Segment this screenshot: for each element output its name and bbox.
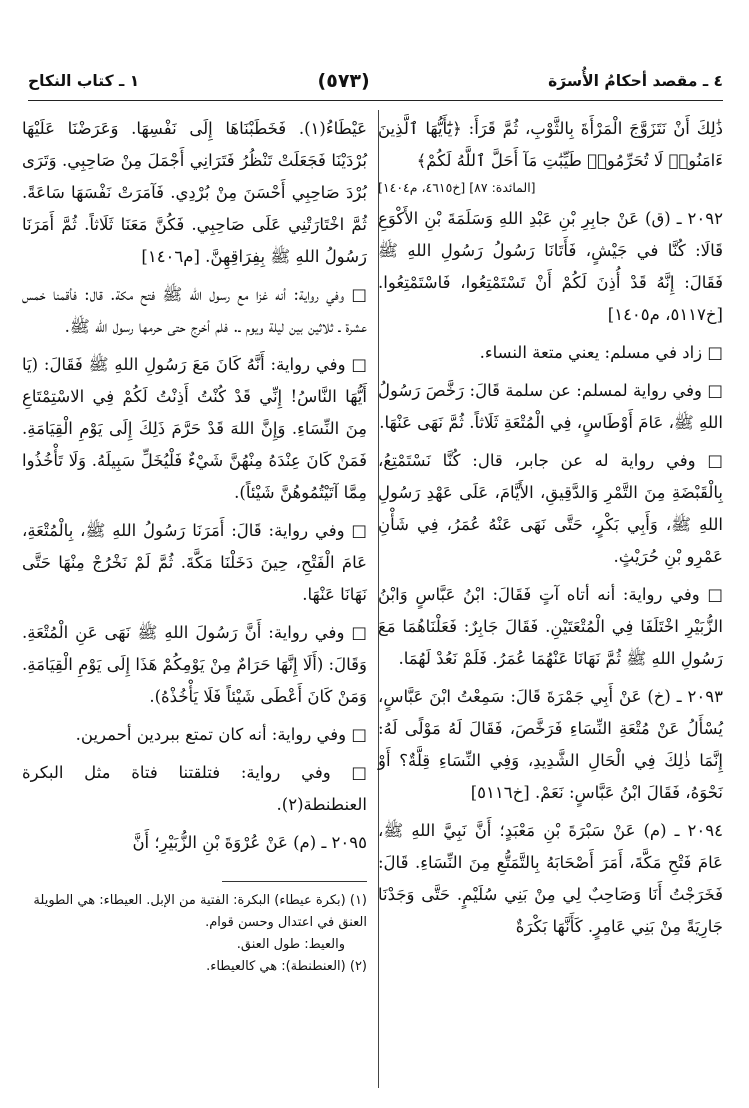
footnote-divider — [222, 881, 367, 882]
narration: □ وفي رواية: فتلقتنا فتاة مثل البكرة العنطنطة(٢). — [22, 763, 367, 814]
footnote: (١) (بكرة عيطاء) البكرة: الفتية من الإبل. العيطاء: هي الطويلة العنق في اعتدال وحسن قوام. — [33, 893, 367, 930]
header-divider — [28, 100, 723, 101]
paragraph: عَيْطَاءُ(١). فَخَطَبْنَاهَا إِلَى نَفْسِهَا. وَعَرَضْنَا عَلَيْهَا بُرْدَيْنَا فَجَعَلَتْ تَنْظُرُ فَتَرَانِي أَجْمَلَ مِنْ صَاحِبِي. وَتَرَى بُرْدَ صَاحِبِي أَحْسَنَ مِنْ بُرْدِي. فَآمَرَتْ نَفْسَهَا سَاعَةً. ثُمَّ اخْتَارَتْنِي عَلَى صَاحِبِي. فَكُنَّ مَعَنَا ثَلَاثاً. ثُمَّ أَمَرَنَا رَسُولُ اللهِ ﷺ بِفِرَاقِهِنَّ. [م١٤٠٦] — [22, 119, 367, 266]
header-section-title: ٤ ـ مقصد أحكامُ الأُسرَة — [548, 72, 723, 90]
page-number: (٥٧٣) — [317, 70, 370, 92]
footnote: والعيط: طول العنق. — [236, 937, 345, 952]
narration: □ وفي رواية لمسلم: عن سلمة قَالَ: رَخَّصَ رَسُولُ اللهِ ﷺ، عَامَ أَوْطَاسٍ، فِي الْمُتْعَةِ ثَلَاثاً. ثُمَّ نَهَى عَنْهَا. — [378, 381, 723, 432]
left-column — [22, 113, 367, 978]
narration: □ وفي رواية: أَنَّهُ كَانَ مَعَ رَسُولِ اللهِ ﷺ فَقَالَ: (يَا أَيُّهَا النَّاسُ! إِنِّي قَدْ كُنْتُ أَذِنْتُ لَكُمْ فِي الاسْتِمْتَاعِ مِنَ النِّسَاءِ. وَإِنَّ اللهَ قَدْ حَرَّمَ ذَلِكَ إِلَى يَوْمِ الْقِيَامَةِ. فَمَنْ كَانَ عِنْدَهُ مِنْهُنَّ شَيْءٌ فَلْيُخَلِّ سَبِيلَهُ. وَلَا تَأْخُذُوا مِمَّا آتَيْتُمُوهُنَّ شَيْئاً). — [22, 355, 367, 502]
hadith-2095: ٢٠٩٥ ـ (م) عَنْ عُرْوَةَ بْنِ الزُّبَيْرِ؛ أَنَّ — [132, 833, 367, 852]
narration: □ وفي رواية له عن جابر، قال: كُنَّا نَسْتَمْتِعُ، بِالْقَبْضَةِ مِنَ التَّمْرِ وَالدَّقِيقِ، الأَيَّامَ، عَلَى عَهْدِ رَسُولِ اللهِ ﷺ، وَأَبِي بَكْرٍ، حَتَّى نَهَى عَنْهُ عُمَرُ، فِي شَأْنِ عَمْرِو بْنِ حُرَيْثٍ. — [378, 451, 723, 566]
narration: □ وفي رواية: أنه كان تمتع ببردين أحمرين. — [75, 725, 367, 744]
narration: □ زاد في مسلم: يعني متعة النساء. — [479, 343, 723, 362]
hadith-2094: ٢٠٩٤ ـ (م) عَنْ سَبْرَةَ بْنِ مَعْبَدٍ؛ أَنَّ نَبِيَّ اللهِ ﷺ، عَامَ فَتْحِ مَكَّةَ، أَمَرَ أَصْحَابَهُ بِالتَّمَتُّعِ مِنَ النِّسَاءِ. قَالَ: فَخَرَجْتُ أَنَا وَصَاحِبٌ لِي مِنْ بَنِي سُلَيْمٍ. حَتَّى وَجَدْنَا جَارِيَةً مِنْ بَنِي عَامِرٍ. كَأَنَّهَا بَكْرَةٌ — [378, 821, 723, 936]
narration: □ وفي رواية: أنه غزا مع رسول الله ﷺ فتح مكة. قال: فأقمنا خمس عشرة ـ ثلاثين بين ليلة ويوم ـ. فلم أخرج حتى حرمها رسول الله ﷺ. — [22, 285, 367, 336]
right-column — [378, 113, 723, 949]
paragraph: ذَٰلِكَ أَنْ نَتَزَوَّجَ الْمَرْأَةَ بِالثَّوْبِ، ثُمَّ قَرَأَ: ﴿يَٰٓأَيُّهَا ٱلَّذِينَ ءَامَنُوا۟ لَا تُحَرِّمُوا۟ طَيِّبَٰتِ مَآ أَحَلَّ ٱللَّهُ لَكُمْ﴾ — [378, 119, 723, 170]
header-book-title: ١ ـ كتاب النكاح — [28, 72, 140, 90]
hadith-2092: ٢٠٩٢ ـ (ق) عَنْ جابِرِ بْنِ عَبْدِ اللهِ وَسَلَمَةَ بْنِ الأَكْوَعِ قَالَا: كُنَّا في جَيْشٍ، فَأَتَانَا رَسُولُ رَسُولِ اللهِ ﷺ فَقَالَ: إِنَّهُ قَدْ أُذِنَ لَكُمْ أَنْ تَسْتَمْتِعُوا، فَاسْتَمْتِعُوا. [خ٥١١٧، م١٤٠٥] — [378, 209, 723, 324]
narration: □ وفي رواية: أنه أتاه آتٍ فَقَالَ: ابْنُ عَبَّاسٍ وَابْنُ الزُّبَيْرِ اخْتَلَفَا فِي الْمُتْعَتَيْنِ. فَقَالَ جَابِرٌ: فَعَلْنَاهُمَا مَعَ رَسُولِ اللهِ ﷺ ثُمَّ نَهَانَا عَنْهُمَا عُمَرُ. فَلَمْ نَعُدْ لَهُمَا. — [378, 585, 723, 668]
hadith-2093: ٢٠٩٣ ـ (خ) عَنْ أَبِي جَمْرَةَ قَالَ: سَمِعْتُ ابْنَ عَبَّاسٍ، يُسْأَلُ عَنْ مُتْعَةِ النِّسَاءِ فَرَخَّصَ، فَقَالَ لَهُ مَوْلًى لَهُ: إِنَّمَا ذٰلِكَ فِي الْحَالِ الشَّدِيدِ، وَفِي النِّسَاءِ قِلَّةٌ؟ أَوْ نَحْوَهُ، فَقَالَ ابْنُ عَبَّاسٍ: نَعَمْ. [خ٥١١٦] — [378, 687, 723, 802]
page-header — [28, 66, 723, 96]
narration: □ وفي رواية: أَنَّ رَسُولَ اللهِ ﷺ نَهَى عَنِ الْمُتْعَةِ. وَقَالَ: (أَلَا إِنَّهَا حَرَامٌ مِنْ يَوْمِكُمْ هَذَا إِلَى يَوْمِ الْقِيَامَةِ. وَمَنْ كَانَ أَعْطَى شَيْئاً فَلَا يَأْخُذْهُ). — [22, 623, 367, 706]
narration: □ وفي رواية: قَالَ: أَمَرَنَا رَسُولُ اللهِ ﷺ، بِالْمُتْعَةِ، عَامَ الْفَتْحِ، حِينَ دَخَلْنَا مَكَّةَ. ثُمَّ لَمْ نَخْرُجْ مِنْهَا حَتَّى نَهَانَا عَنْهَا. — [22, 521, 367, 604]
footnote: (٢) (العنطنطة): هي كالعيطاء. — [206, 959, 367, 974]
reference: [المائدة: ٨٧] [خ٤٦١٥، م١٤٠٤] — [378, 180, 536, 195]
